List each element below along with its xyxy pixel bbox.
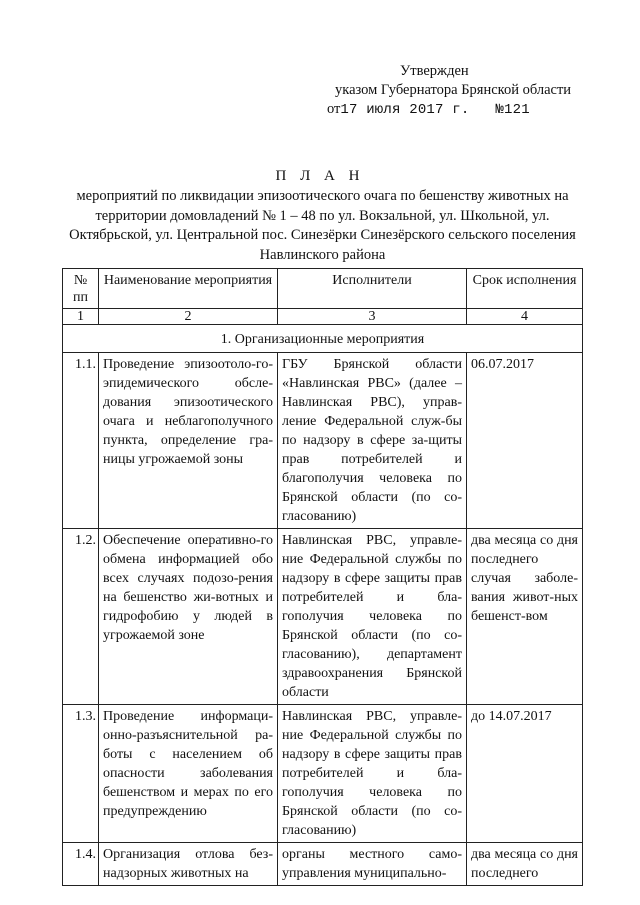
row-action: Организация отлова без-надзорных животных на xyxy=(99,843,278,886)
row-number: 1.4. xyxy=(63,843,99,886)
column-number: 3 xyxy=(278,309,467,325)
header-action: Наименование мероприятия xyxy=(99,269,278,309)
row-deadline: 06.07.2017 xyxy=(467,353,583,529)
row-number: 1.1. xyxy=(63,353,99,529)
table-row xyxy=(63,353,583,529)
table-row xyxy=(63,843,583,886)
column-number-row xyxy=(63,309,583,325)
row-number: 1.2. xyxy=(63,529,99,705)
row-action: Проведение информаци-онно-разъяснительной ра-боты с населением об опасности заболевания бешенством и мерах по его предупреждению xyxy=(99,705,278,843)
row-executors: ГБУ Брянской области «Навлинская РВС» (далее – Навлинская РВС), управ-ление Федеральной служ-бы по надзору в сфере за-щиты прав потребителей и благополучия человека по Брянской области (по со-гласованию) xyxy=(278,353,467,529)
row-deadline: два месяца со дня последнего случая заболе-вания живот-ных бешенст-вом xyxy=(467,529,583,705)
approval-title: Утвержден xyxy=(400,63,469,79)
row-deadline: два месяца со дня последнего xyxy=(467,843,583,886)
table-row xyxy=(63,705,583,843)
section-row xyxy=(63,325,583,353)
approval-prefix: от xyxy=(327,101,341,117)
column-number: 1 xyxy=(63,309,99,325)
approval-date-line xyxy=(327,100,627,120)
header-executors: Исполнители xyxy=(278,269,467,309)
column-number: 2 xyxy=(99,309,278,325)
row-action: Обеспечение оперативно-го обмена информацией обо всех случаях подозо-рения на бешенство жи-вотных и гидрофобию у людей в угрожаемой зоне xyxy=(99,529,278,705)
row-action: Проведение эпизоотоло-го-эпидемического обсле-дования эпизоотического очага и неблагополучного пункта, определение гра-ницы угрожаемой зоны xyxy=(99,353,278,529)
approval-date: 17 июля 2017 г. xyxy=(340,102,470,118)
table-row xyxy=(63,529,583,705)
row-deadline: до 14.07.2017 xyxy=(467,705,583,843)
document-subtitle: мероприятий по ликвидации эпизоотического очага по бешенству животных на территории домовладений № 1 – 48 по ул. Вокзальной, ул. Школьной, ул. Октябрьской, ул. Центральной пос. Синезёрки Синезёрского сельского поселения Навлинского района xyxy=(69,188,576,263)
approval-number: №121 xyxy=(495,102,530,118)
column-number: 4 xyxy=(467,309,583,325)
approval-decree: указом Губернатора Брянской области xyxy=(335,82,572,98)
document-title: П Л А Н xyxy=(275,168,365,184)
row-number: 1.3. xyxy=(63,705,99,843)
section-title: 1. Организационные мероприятия xyxy=(63,325,583,353)
header-number: № пп xyxy=(63,269,99,309)
row-executors: органы местного само-управления муниципально- xyxy=(278,843,467,886)
row-executors: Навлинская РВС, управле-ние Федеральной службы по надзору в сфере защиты прав потребителей и бла-гополучия человека по Брянской области (по со-гласованию) xyxy=(278,705,467,843)
approval-block xyxy=(327,62,627,120)
row-executors: Навлинская РВС, управле-ние Федеральной службы по надзору в сфере защиты прав потребителей и бла-гополучия человека по Брянской области (по со-гласованию), департамент здравоохранения Брянской области xyxy=(278,529,467,705)
table-header-row xyxy=(63,269,583,309)
header-deadline: Срок исполнения xyxy=(467,269,583,309)
plan-table xyxy=(62,268,583,886)
